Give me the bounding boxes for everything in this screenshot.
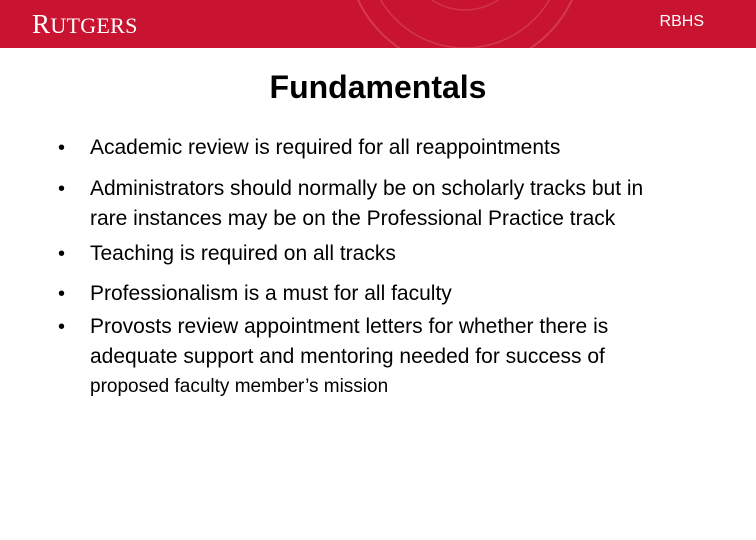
- bullet-text: Administrators should normally be on scholarly tracks but in: [90, 177, 644, 200]
- rutgers-logo: RUTGERS: [32, 9, 138, 39]
- bullet-marker: •: [58, 137, 66, 159]
- bullet-marker: •: [58, 283, 66, 305]
- bullet-text: Professionalism is a must for all faculty: [90, 282, 452, 305]
- bullet-text: Teaching is required on all tracks: [90, 242, 396, 265]
- header-banner: [0, 0, 756, 48]
- bullet-text: adequate support and mentoring needed for success of: [90, 345, 605, 368]
- bullet-text: Provosts review appointment letters for whether there is: [90, 315, 609, 338]
- program-label: RBHS: [659, 13, 704, 30]
- bullet-marker: •: [58, 178, 66, 200]
- bullet-marker: •: [58, 316, 66, 338]
- slide-title: Fundamentals: [269, 69, 487, 105]
- bullet-text: rare instances may be on the Professional Practice track: [90, 207, 616, 230]
- bullet-text: Academic review is required for all reappointments: [90, 136, 561, 159]
- bullet-text: proposed faculty member’s mission: [90, 376, 389, 397]
- bullet-marker: •: [58, 243, 66, 265]
- seal-watermark: [250, 0, 680, 48]
